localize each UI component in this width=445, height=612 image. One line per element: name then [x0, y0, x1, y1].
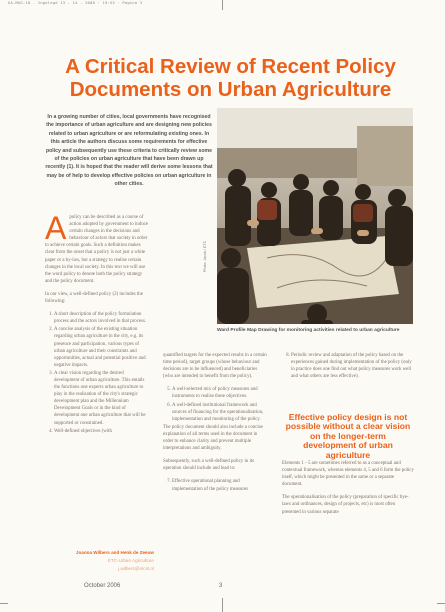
- lead-paragraph: In a growing number of cities, local governments have recognised the importance of urban agriculture and are designing new policies related to urban agriculture or are reformulating existing ones. In this article the authors discuss some requirements for effective policy and subsequently use these criteria to critically review some of the policies on urban agriculture that have been drawn up recently (1). It is hoped that the reader will derive some lessons that may be of help to develop effective policies on urban agriculture in other cities.: [45, 114, 213, 188]
- article-title: A Critical Review of Recent Policy Documents on Urban Agriculture: [65, 55, 396, 101]
- column-2: [163, 352, 267, 494]
- print-slug: UA-MAG-18 - Ingelegd 13 - 14 - 2008 · 19:53 · Pagina 3: [8, 0, 143, 5]
- col2-paragraph-2: The policy document should also include a concise explanation of all terms used in the document in order to enhance clarity and prevent multiple interpretations and ambiguity.: [163, 424, 263, 452]
- col2-paragraph-1: quantified targets for the expected results in a certain time period), target groups (whose behaviour and decisions are to be influenced) and beneficiaries (who are intended to benefit from the policy).: [163, 353, 267, 380]
- photo-credit: Photo: Jacob / ETC: [203, 240, 207, 272]
- pull-quote: Effective policy design is not possible without a clear vision on the longer-term development of urban agriculture: [285, 412, 411, 460]
- list-item: 3. A clear vision regarding the desired development of urban agriculture. This entails the functions one expects urban agriculture to play in the realisation of the city's strategic development plan and the Millennium Development Goals or in the kind of development one urban agriculture that will be supported or constrained.: [54, 370, 149, 427]
- author-block: [56, 549, 154, 572]
- column-1: [45, 210, 149, 436]
- list-item: 6. A well-defined institutional framework and sources of financing for the operationalisation, implementation and monitoring of the policy.: [172, 402, 267, 423]
- list-item: 8. Periodic review and adaptation of the policy based on the experiences gained during implementation of the policy (only in practice does one find out what policy measures work well and what others are less effective).: [291, 352, 414, 380]
- requirements-list-operational: [163, 478, 267, 492]
- list-item: 5. A well-selected mix of policy measures and instruments to realise these objectives.: [172, 386, 267, 400]
- photo-illustration: [217, 108, 413, 324]
- col1-paragraph-2: In our view, a well-defined policy (2) includes the following:: [45, 291, 143, 305]
- requirements-list: [45, 311, 149, 435]
- col3-paragraph-1: Elements 1 - 5 are sometimes referred to as a conceptual and contextual framework, whereas elements 4, 5 and 6 form the policy itself, which might be presented in the same or a separate document.: [282, 461, 415, 488]
- list-item: 4. Well-defined objectives (with: [54, 428, 149, 435]
- crop-mark-bottom: [222, 598, 223, 612]
- list-item: 1. A short description of the policy formulation process and the actors involved in that process.: [54, 311, 149, 325]
- footer-date: October 2006: [84, 583, 121, 589]
- list-item: 7. Effective operational planning and implementation of the policy measures: [172, 478, 267, 492]
- crop-mark-bottom-left: [0, 603, 8, 604]
- author-organisation: ETC-Urban Agriculture: [107, 557, 154, 563]
- crop-mark-top: [222, 0, 223, 10]
- photo-caption: Ward Profile Map Drawing for monitoring activities related to urban agriculture: [217, 328, 400, 333]
- crop-mark-bottom-right: [437, 603, 445, 604]
- col1-paragraph-1: policy can be described as a course of action adopted by government to induce certain changes in the decisions and behaviour of actors that society in order to achieve certain goals. Such a definition makes clear from the onset that a policy is not just a white paper or a by-law, but a strategy to realise certain changes in the local society. In this text we will use the word policy to denote both the policy strategy and the policy document.: [45, 215, 148, 284]
- col2-paragraph-3: Subsequently, such a well-defined policy in its operation should include and lead to:: [163, 459, 255, 472]
- column-3: [282, 352, 414, 381]
- author-email: j.wilbers@etcnl.nl: [118, 565, 154, 571]
- column-3-lower: [282, 460, 414, 522]
- photo-map-drawing: [217, 108, 413, 324]
- page-number: 3: [219, 583, 223, 589]
- col3-paragraph-2: The operationalisation of the policy (preparation of specific bye-laws and ordinances, design of projects, etc) is most often presented in various separate: [282, 495, 409, 515]
- requirements-list-review: [282, 352, 414, 380]
- author-name: Joanna Wilbers and Henk de Zeeuw: [75, 550, 154, 555]
- drop-cap: A: [45, 210, 67, 246]
- list-item: 2. A concise analysis of the existing situation regarding urban agriculture in the city, e.g. its presence and participation, various types of urban agriculture and their constraints and opportunities, actual and potential positive and negative impacts.: [54, 326, 149, 369]
- requirements-list-continued: [163, 386, 267, 422]
